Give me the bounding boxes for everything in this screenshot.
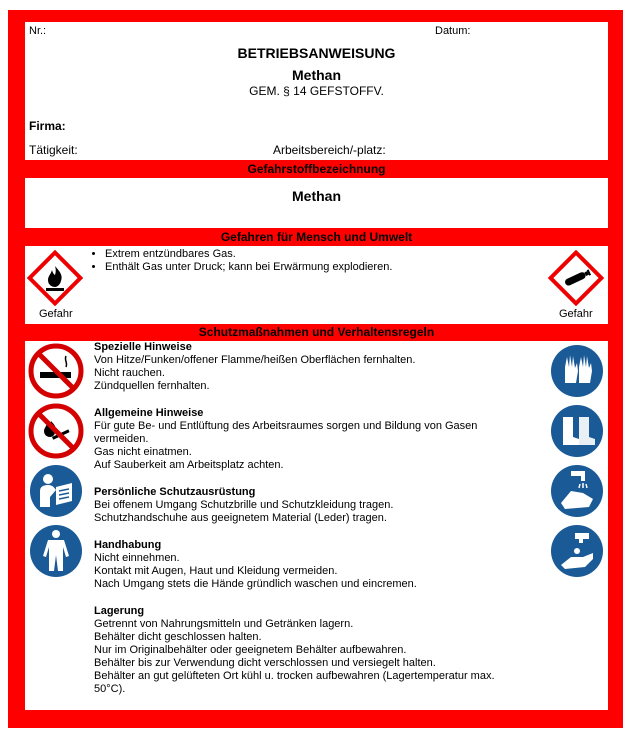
block-handhabung [94,539,417,591]
block-line: Behälter dicht geschlossen halten. [94,631,262,643]
block-line: Schutzhandschuhe aus geeignetem Material (Leder) tragen. [94,512,387,524]
block-line: Nach Umgang stets die Hände gründlich waschen und eincremen. [94,578,417,590]
arbeitsbereich-label: Arbeitsbereich/-platz: [273,143,386,157]
section-title-gefahren: Gefahren für Mensch und Umwelt [220,230,413,244]
no-open-flame-icon [28,403,84,464]
block-heading: Allgemeine Hinweise [94,407,204,419]
right-signal-word: Gefahr [559,308,593,320]
skin-protection-icon [549,523,605,584]
block-line: Von Hitze/Funken/offener Flamme/heißen Oberflächen fernhalten. [94,354,416,366]
substance-panel [25,178,608,228]
block-line: Für gute Be- und Entlüftung des Arbeitsraumes sorgen und Bildung von Gasen [94,420,478,432]
no-smoking-icon [28,343,84,404]
gas-cylinder-pictogram-icon [548,250,604,311]
wash-hands-icon [549,463,605,524]
block-line: Nur im Originalbehälter oder geeignetem Behälter aufbewahren. [94,644,407,656]
block-heading: Lagerung [94,605,145,617]
left-signal-word: Gefahr [39,308,73,320]
block-line: vermeiden. [94,433,149,445]
section-title-gefahrstoffbezeichnung: Gefahrstoffbezeichnung [247,162,386,176]
flame-pictogram-icon [27,250,83,311]
nr-label: Nr.: [29,25,47,37]
block-line: Kontakt mit Augen, Haut und Kleidung vermeiden. [94,565,338,577]
block-spezielle-hinweise [94,341,415,393]
section-title-schutzmassnahmen: Schutzmaßnahmen und Verhaltensregeln [198,325,435,339]
block-line: Zündquellen fernhalten. [94,380,210,392]
read-instructions-icon [28,463,84,524]
block-persoenliche-schutzausruestung [94,486,393,525]
hazard-item: • Enthält Gas unter Druck; kann bei Erwärmung explodieren. [105,261,392,274]
block-lagerung [94,605,495,696]
legal-reference: GEM. § 14 GEFSTOFFV. [249,84,384,98]
document-title: BETRIEBSANWEISUNG [237,45,396,61]
block-heading: Spezielle Hinweise [94,341,192,353]
header-panel [25,22,608,160]
wear-gloves-icon [549,343,605,404]
protective-clothing-icon [28,523,84,584]
datum-label: Datum: [435,25,471,37]
block-heading: Handhabung [94,539,162,551]
block-line: Nicht rauchen. [94,367,165,379]
block-heading: Persönliche Schutzausrüstung [94,486,256,498]
measures-panel [25,341,608,710]
firma-label: Firma: [29,119,66,133]
block-line: Nicht einnehmen. [94,552,180,564]
hazard-list [87,248,392,274]
taetigkeit-label: Tätigkeit: [29,143,78,157]
block-allgemeine-hinweise [94,407,477,472]
substance-name: Methan [292,188,341,204]
block-line: 50°C). [94,683,126,695]
block-line: Getrennt von Nahrungsmitteln und Getränken lagern. [94,618,354,630]
block-line: Behälter bis zur Verwendung dicht verschlossen und versiegelt halten. [94,657,436,669]
block-line: Auf Sauberkeit am Arbeitsplatz achten. [94,459,284,471]
header-substance: Methan [292,67,341,83]
hazard-item: • Extrem entzündbares Gas. [105,248,392,261]
safety-boots-icon [549,403,605,464]
hazards-panel [25,246,608,324]
block-line: Bei offenem Umgang Schutzbrille und Schutzkleidung tragen. [94,499,394,511]
block-line: Gas nicht einatmen. [94,446,192,458]
block-line: Behälter an gut gelüfteten Ort kühl u. trocken aufbewahren (Lagertemperatur max. [94,670,495,682]
